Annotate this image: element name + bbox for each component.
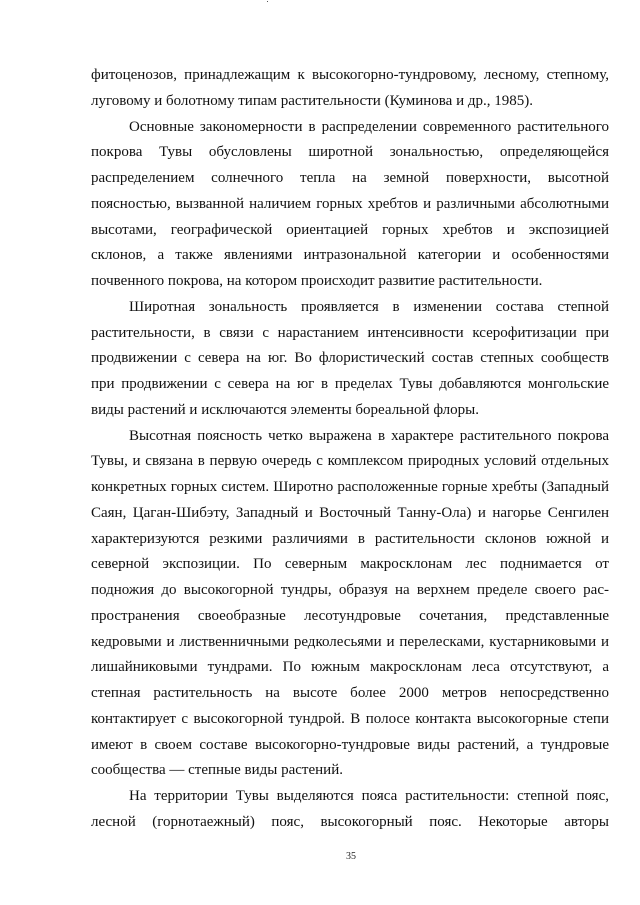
text-line: пространения своеобразные лесотундровые сочетания, представленные [91,607,609,624]
text-line: Саян, Цаган-Шибэту, Западный и Восточный Танну-Ола) и нагорье Сенгилен [91,504,609,521]
text-line: Высотная поясность четко выражена в характере растительного покрова [129,427,609,444]
text-line: сообщества — степные виды растений. [91,762,343,779]
text-line: почвенного покрова, на котором происходит развитие растительности. [91,273,543,289]
text-line: высотами, географической ориентацией горных хребтов и экспозицией [91,221,609,238]
text-line: виды растений и исключаются элементы бореальной флоры. [91,401,479,418]
text-line: Широтная зональность проявляется в изменении состава степной [129,298,609,315]
paragraph-4 [91,424,609,785]
text-line: подножия до высокогорной тундры, образуя на верхнем пределе своего рас- [91,582,609,598]
text-line: кедровыми и лиственничными редколесьями и перелесками, кустарниковыми и [91,633,609,650]
paragraph-5 [91,784,609,836]
paragraph-1 [91,63,609,115]
text-line: покрова Тувы обусловлены широтной зональностью, определяющейся [91,144,609,161]
text-line: распределением солнечного тепла на земной поверхности, высотной [91,170,609,186]
text-line: поясностью, вызванной наличием горных хребтов и различными абсолютными [91,195,609,212]
text-line: На территории Тувы выделяются пояса растительности: степной пояс, [129,788,609,804]
text-line: растительности, в связи с нарастанием интенсивности ксерофитизации при [91,324,609,341]
text-line: имеют в своем составе высокогорно-тундровые виды растений, а тундровые [91,736,609,753]
text-line: лишайниковыми тундрами. По южным макросклонам леса отсутствуют, а [91,659,609,676]
text-line: конкретных горных систем. Широтно расположенные горные хребты (Западный [91,479,609,495]
text-line: фитоценозов, принадлежащим к высокогорно-тундровому, лесному, степному, [91,67,609,83]
text-line: продвижении с севера на юг. Во флористический состав степных сообществ [91,350,609,367]
paragraph-3 [91,295,609,424]
text-line: луговому и болотному типам растительности (Куминова и др., 1985). [91,92,533,109]
text-line: северной экспозиции. По северным макросклонам лес поднимается от [91,556,609,573]
text-line: степная растительность на высоте более 2000 метров непосредственно [91,685,609,701]
text-line: склонов, а также явлениями интразональной категории и особенностями [91,247,609,264]
paragraph-2 [91,115,609,295]
text-line: при продвижении с севера на юг в пределах Тувы добавляются монгольские [91,376,609,392]
scan-artifact [267,1,268,2]
page-number: 35 [346,851,356,862]
text-line: Тувы, и связана в первую очередь с комплексом природных условий отдельных [91,453,609,470]
text-line: контактирует с высокогорной тундрой. В полосе контакта высокогорные степи [91,710,609,727]
text-line: Основные закономерности в распределении современного растительного [129,118,609,135]
body-text [91,63,609,836]
text-line: характеризуются резкими различиями в растительности склонов южной и [91,530,609,547]
text-line: лесной (горнотаежный) пояс, высокогорный пояс. Некоторые авторы [91,813,609,830]
